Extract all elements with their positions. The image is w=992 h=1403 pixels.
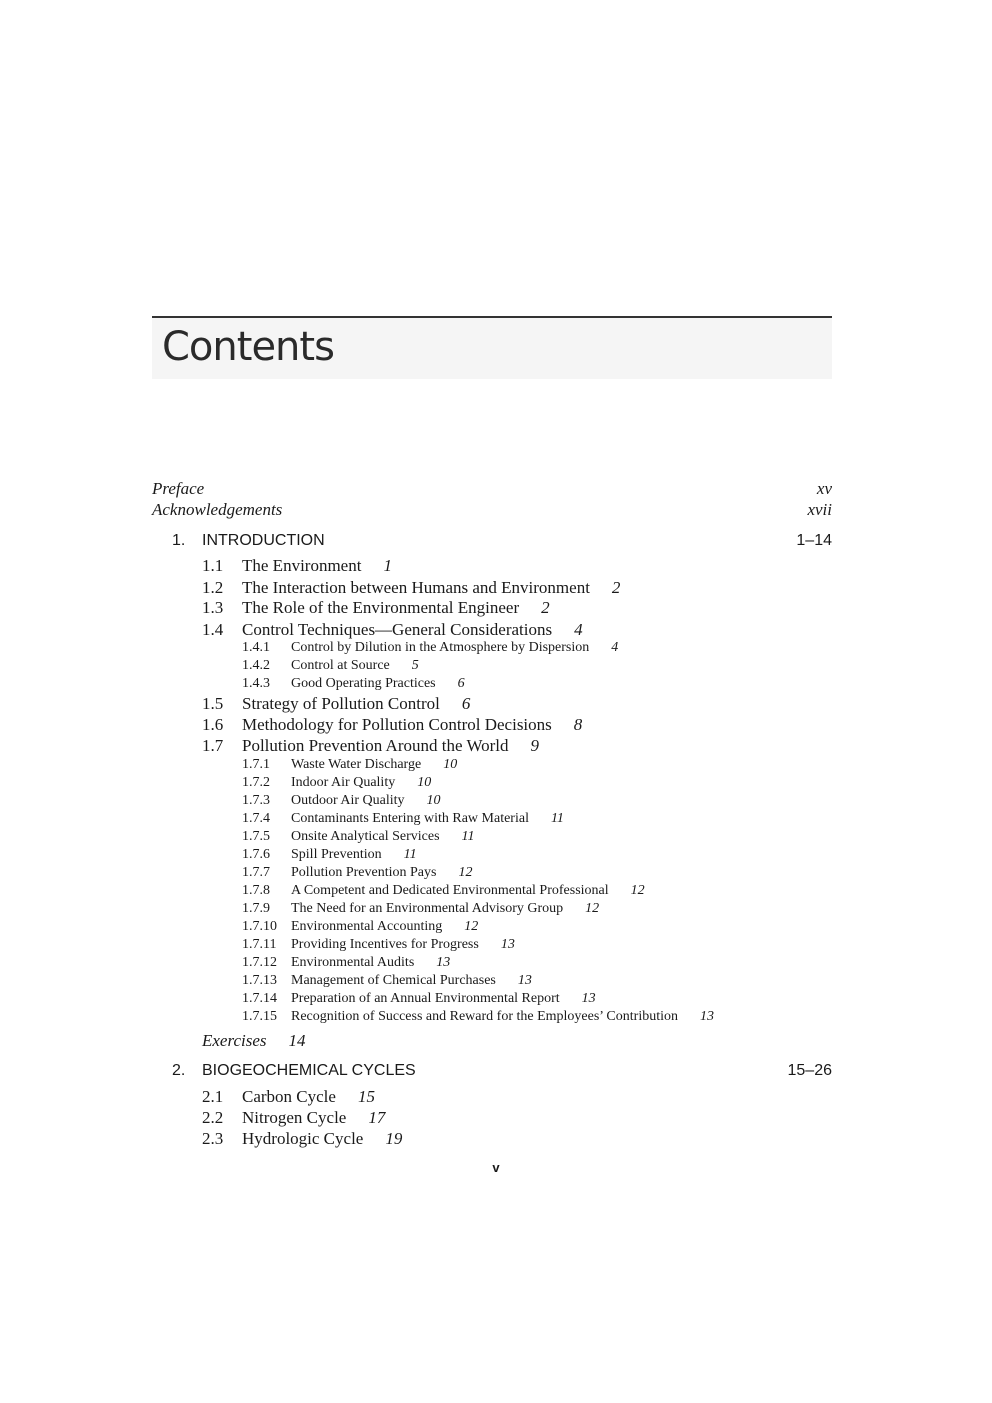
toc-subsection[interactable]: [242, 811, 564, 827]
toc-subsection[interactable]: [242, 901, 599, 917]
subsection-title: Control by Dilution in the Atmosphere by Dispersion: [291, 640, 590, 655]
toc-section[interactable]: [202, 1087, 375, 1107]
subsection-page: 12: [458, 865, 473, 880]
section-number: 1.3: [202, 598, 224, 617]
subsection-page: 13: [500, 937, 515, 952]
chapter-number: 2.: [172, 1062, 186, 1079]
subsection-page: 6: [457, 676, 465, 691]
toc-subsection[interactable]: [242, 883, 645, 899]
chapter-title: INTRODUCTION: [202, 532, 325, 549]
toc-section[interactable]: [202, 1108, 385, 1128]
exercises-page: 14: [288, 1031, 306, 1050]
toc-subsection[interactable]: [242, 640, 618, 656]
subsection-page: 12: [585, 901, 600, 916]
subsection-title: Spill Prevention: [291, 847, 382, 862]
chapter-pages: 1–14: [796, 532, 832, 549]
section-title: Methodology for Pollution Control Decisions: [242, 715, 552, 734]
toc-section[interactable]: [202, 578, 620, 598]
toc-subsection[interactable]: [242, 865, 472, 881]
subsection-number: 1.7.3: [242, 793, 270, 808]
subsection-title: Providing Incentives for Progress: [291, 937, 479, 952]
section-number: 1.4: [202, 620, 224, 639]
subsection-number: 1.4.3: [242, 676, 270, 691]
section-number: 1.1: [202, 556, 224, 575]
subsection-number: 1.7.7: [242, 865, 270, 880]
subsection-title: A Competent and Dedicated Environmental Professional: [291, 883, 609, 898]
subsection-number: 1.7.5: [242, 829, 270, 844]
entry-page: xv: [816, 479, 832, 498]
subsection-title: Management of Chemical Purchases: [291, 973, 496, 988]
subsection-title: Environmental Audits: [291, 955, 415, 970]
subsection-number: 1.7.6: [242, 847, 270, 862]
page-number: v: [492, 1160, 500, 1175]
subsection-number: 1.7.10: [242, 919, 277, 934]
subsection-number: 1.4.2: [242, 658, 270, 673]
subsection-number: 1.7.14: [242, 991, 277, 1006]
section-title: The Interaction between Humans and Environment: [242, 578, 590, 597]
section-number: 1.2: [202, 578, 224, 597]
subsection-page: 4: [611, 640, 619, 655]
section-title: The Environment: [242, 556, 362, 575]
toc-subsection[interactable]: [242, 973, 532, 989]
section-page: 2: [611, 578, 621, 597]
chapter-number: 1.: [172, 532, 186, 549]
toc-section[interactable]: [202, 694, 470, 714]
section-page: 2: [541, 598, 550, 617]
subsection-page: 11: [550, 811, 564, 826]
subsection-title: Environmental Accounting: [291, 919, 443, 934]
subsection-title: Outdoor Air Quality: [291, 793, 405, 808]
toc-subsection[interactable]: [242, 676, 465, 692]
subsection-page: 10: [417, 775, 432, 790]
subsection-number: 1.4.1: [242, 640, 270, 655]
section-number: 1.6: [202, 715, 224, 734]
toc-section[interactable]: [202, 598, 550, 618]
subsection-page: 5: [411, 658, 419, 673]
subsection-title: Good Operating Practices: [291, 676, 436, 691]
toc-section[interactable]: [202, 556, 392, 576]
section-page: 8: [573, 715, 583, 734]
section-title: Strategy of Pollution Control: [242, 694, 440, 713]
section-page: 1: [383, 556, 392, 575]
toc-subsection[interactable]: [242, 658, 419, 674]
section-title: Carbon Cycle: [242, 1087, 336, 1106]
toc-subsection[interactable]: [242, 919, 478, 935]
section-number: 2.2: [202, 1108, 224, 1127]
toc-subsection[interactable]: [242, 775, 431, 791]
exercises-label: Exercises: [202, 1031, 267, 1050]
section-number: 1.7: [202, 736, 224, 755]
subsection-number: 1.7.1: [242, 757, 270, 772]
subsection-page: 12: [630, 883, 645, 898]
subsection-title: Pollution Prevention Pays: [291, 865, 437, 880]
section-number: 2.3: [202, 1129, 224, 1148]
toc-section[interactable]: [202, 620, 583, 640]
subsection-number: 1.7.2: [242, 775, 270, 790]
section-page: 4: [574, 620, 583, 639]
subsection-number: 1.7.15: [242, 1009, 277, 1024]
subsection-page: 13: [517, 973, 532, 988]
toc-subsection[interactable]: [242, 793, 441, 809]
chapter-pages: 15–26: [787, 1062, 832, 1079]
subsection-page: 12: [464, 919, 479, 934]
section-title: The Role of the Environmental Engineer: [242, 598, 520, 617]
subsection-number: 1.7.11: [242, 937, 277, 952]
toc-subsection[interactable]: [242, 757, 457, 773]
subsection-number: 1.7.8: [242, 883, 270, 898]
subsection-title: Onsite Analytical Services: [291, 829, 440, 844]
contents-header: [152, 316, 832, 379]
subsection-page: 10: [426, 793, 441, 808]
toc-section[interactable]: [202, 1129, 402, 1149]
subsection-number: 1.7.9: [242, 901, 270, 916]
subsection-title: Contaminants Entering with Raw Material: [291, 811, 529, 826]
page-title: Contents: [162, 324, 334, 370]
subsection-number: 1.7.12: [242, 955, 277, 970]
subsection-page: 13: [436, 955, 451, 970]
section-number: 1.5: [202, 694, 224, 713]
section-title: Pollution Prevention Around the World: [242, 736, 509, 755]
subsection-title: Waste Water Discharge: [291, 757, 422, 772]
toc-section[interactable]: [202, 736, 539, 756]
section-title: Nitrogen Cycle: [242, 1108, 347, 1127]
subsection-page: 13: [700, 1009, 714, 1024]
toc-subsection[interactable]: [242, 829, 475, 845]
toc-subsection[interactable]: [242, 991, 596, 1007]
section-page: 15: [357, 1087, 375, 1106]
entry-label: Preface: [152, 479, 205, 498]
section-page: 17: [368, 1108, 386, 1127]
section-page: 19: [385, 1129, 403, 1148]
subsection-number: 1.7.4: [242, 811, 270, 826]
section-title: Control Techniques—General Considerations: [242, 620, 553, 639]
toc-section[interactable]: [202, 715, 582, 735]
toc-subsection[interactable]: [242, 955, 450, 971]
subsection-number: 1.7.13: [242, 973, 277, 988]
entry-label: Acknowledgements: [152, 500, 283, 519]
toc-subsection[interactable]: [242, 847, 417, 863]
entry-page: xvii: [807, 500, 832, 519]
subsection-title: Recognition of Success and Reward for the Employees’ Contribution: [291, 1009, 678, 1024]
subsection-title: The Need for an Environmental Advisory Group: [291, 901, 564, 916]
section-page: 9: [530, 736, 540, 755]
toc-subsection[interactable]: [242, 1009, 714, 1025]
subsection-page: 11: [461, 829, 475, 844]
subsection-page: 10: [443, 757, 458, 772]
toc-exercises[interactable]: [202, 1031, 306, 1051]
section-page: 6: [461, 694, 471, 713]
subsection-title: Indoor Air Quality: [291, 775, 396, 790]
section-number: 2.1: [202, 1087, 224, 1106]
subsection-page: 13: [581, 991, 596, 1006]
toc-subsection[interactable]: [242, 937, 515, 953]
chapter-title: BIOGEOCHEMICAL CYCLES: [202, 1062, 416, 1079]
subsection-page: 11: [403, 847, 417, 862]
subsection-title: Control at Source: [291, 658, 390, 673]
section-title: Hydrologic Cycle: [242, 1129, 364, 1148]
subsection-title: Preparation of an Annual Environmental Report: [291, 991, 560, 1006]
